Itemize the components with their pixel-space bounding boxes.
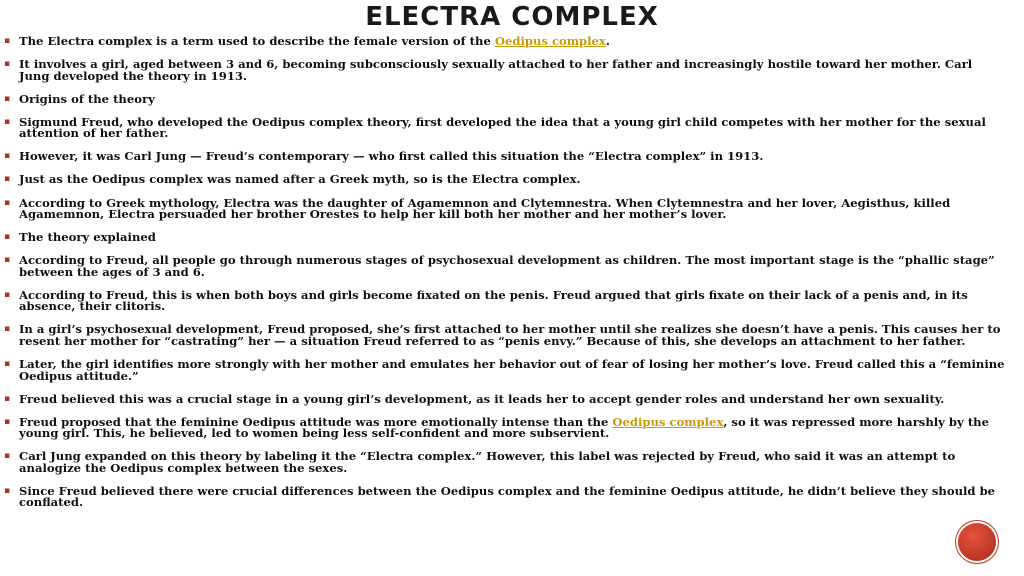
bullet-item	[4, 391, 1006, 406]
bullet-text: In a girl’s psychosexual development, Freud proposed, she’s first attached to her mother until she realizes she doesn’t have a penis. This causes her to resent her mother for “castrating” her — a situation Freud referred to as “penis envy.” Because of this, she develops an attachment to her father.	[19, 322, 1001, 348]
bullet-marker-icon: ▪	[4, 393, 11, 404]
bullet-item	[4, 36, 1006, 48]
bullet-text: , so it was repressed more harshly by the young girl. This, he believed, led to women being less self-confident and more subservient.	[19, 414, 989, 441]
bullet-marker-icon: ▪	[4, 59, 11, 70]
bullet-item	[4, 451, 1006, 474]
bullet-marker-icon: ▪	[4, 116, 11, 127]
bullet-item	[4, 91, 1006, 106]
slide-title: ELECTRA COMPLEX	[365, 2, 659, 32]
bullet-text: The theory explained	[19, 230, 156, 245]
bullet-item	[4, 114, 1006, 141]
bullet-text: Freud believed this was a crucial stage in a young girl’s development, as it leads her to accept gender roles and understand her own sexuality.	[19, 391, 945, 406]
bullet-marker-icon: ▪	[4, 485, 11, 496]
bullet-marker-icon: ▪	[4, 197, 11, 208]
bullet-item	[4, 151, 1006, 163]
bullet-text: It involves a girl, aged between 3 and 6, becoming subconsciously sexually attached to her father and increasingly hostile toward her mother. Carl Jung developed the theory in 1913.	[19, 57, 973, 83]
bullet-text: .	[605, 34, 610, 48]
bullet-item	[4, 483, 1006, 510]
bullet-marker-icon: ▪	[4, 174, 11, 185]
bullet-marker-icon: ▪	[4, 359, 11, 370]
bullet-marker-icon: ▪	[4, 451, 11, 462]
bullet-marker-icon: ▪	[4, 416, 11, 427]
bullet-marker-icon: ▪	[4, 36, 11, 46]
bullet-text: Later, the girl identifies more strongly with her mother and emulates her behavior out of fear of losing her mother’s love. Freud called this a “feminine Oedipus attitude.”	[19, 357, 1005, 383]
bullet-item	[4, 59, 1006, 82]
bullet-list	[4, 36, 1006, 521]
bullet-text: Carl Jung expanded on this theory by labeling it the “Electra complex.” However, this label was rejected by Freud, who said it was an attempt to analogize the Oedipus complex between the sexes.	[19, 449, 956, 475]
bullet-marker-icon: ▪	[4, 232, 11, 243]
bullet-text: Origins of the theory	[19, 91, 155, 106]
bullet-item	[4, 324, 1006, 347]
bullet-marker-icon: ▪	[4, 93, 11, 104]
bullet-text: Freud proposed that the feminine Oedipus attitude was more emotionally intense than the	[19, 414, 613, 429]
bullet-item	[4, 232, 1006, 244]
bullet-text: According to Freud, this is when both boys and girls become fixated on the penis. Freud argued that girls fixate on their lack of a penis and, in its absence, their clitoris.	[19, 287, 968, 314]
bullet-item	[4, 255, 1006, 278]
bullet-item	[4, 414, 1006, 441]
bullet-item	[4, 174, 1006, 186]
bullet-text: Sigmund Freud, who developed the Oedipus complex theory, first developed the idea that a young girl child competes with her mother for the sexual attention of her father.	[19, 114, 986, 141]
oedipus-complex-link[interactable]: Oedipus complex	[612, 414, 724, 429]
bullet-item	[4, 287, 1006, 314]
bullet-marker-icon: ▪	[4, 255, 11, 266]
bullet-item	[4, 359, 1006, 382]
bullet-text: Since Freud believed there were crucial differences between the Oedipus complex and the feminine Oedipus attitude, he didn’t believe they should be conflated.	[19, 483, 996, 510]
bullet-marker-icon: ▪	[4, 324, 11, 335]
bullet-marker-icon: ▪	[4, 151, 11, 162]
bullet-marker-icon: ▪	[4, 289, 11, 300]
corner-badge-icon	[958, 523, 996, 561]
bullet-text: Just as the Oedipus complex was named after a Greek myth, so is the Electra complex.	[19, 172, 581, 187]
bullet-text: According to Freud, all people go through numerous stages of psychosexual development as children. The most important stage is the “phallic stage” between the ages of 3 and 6.	[19, 253, 995, 279]
bullet-text: The Electra complex is a term used to describe the female version of the	[19, 34, 495, 48]
bullet-text: However, it was Carl Jung — Freud’s contemporary — who first called this situation the “Electra complex” in 1913.	[19, 149, 764, 164]
oedipus-complex-link[interactable]: Oedipus complex	[494, 34, 606, 48]
bullet-item	[4, 195, 1006, 222]
bullet-text: According to Greek mythology, Electra was the daughter of Agamemnon and Clytemnestra. When Clytemnestra and her lover, Aegisthus, killed Agamemnon, Electra persuaded her brother Orestes to help her kill both her mother and her mother’s lover.	[19, 195, 951, 222]
